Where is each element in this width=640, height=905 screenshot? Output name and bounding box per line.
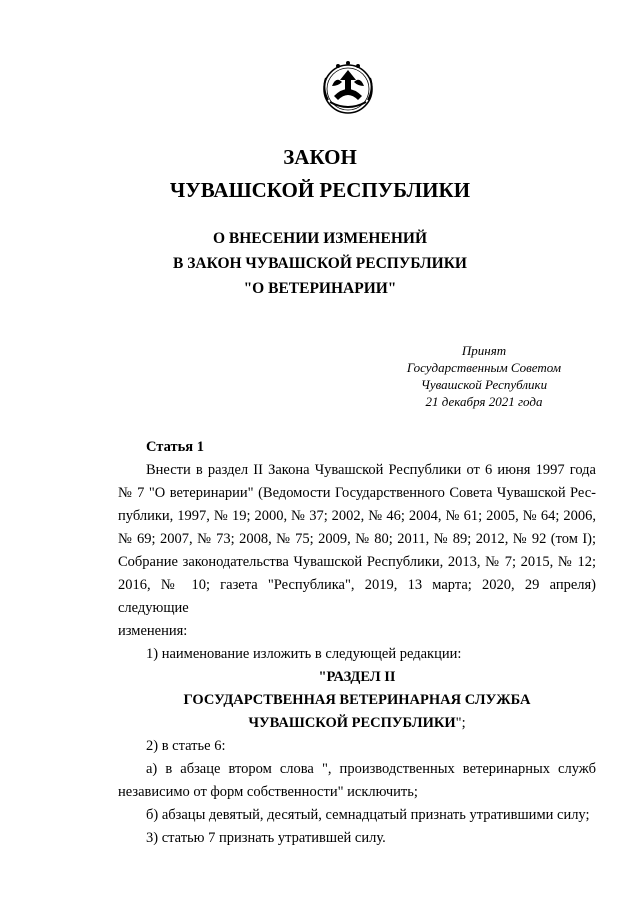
item-3: 3) статью 7 признать утратившей силу. — [146, 830, 386, 846]
adoption-note — [374, 342, 594, 410]
intro-line-2: № 7 "О ветеринарии" (Ведомости Государственного Совета Чувашской Рес- — [118, 485, 596, 501]
item-2b: б) абзацы девятый, десятый, семнадцатый признать утратившими силу; — [146, 807, 590, 823]
item-2a-line1: а) в абзаце втором слова ", производственных ветеринарных служб — [146, 761, 596, 777]
law-subtitle-line2: В ЗАКОН ЧУВАШСКОЙ РЕСПУБЛИКИ — [173, 255, 467, 272]
item-1: 1) наименование изложить в следующей редакции: — [146, 646, 462, 662]
item-2a-line2: независимо от форм собственности" исключить; — [118, 784, 418, 800]
section-title-line3 — [118, 712, 596, 735]
intro-line-7: изменения: — [118, 623, 188, 639]
adoption-date: 21 декабря 2021 года — [425, 394, 543, 409]
intro-line-1: Внести в раздел II Закона Чувашской Республики от 6 июня 1997 года — [146, 462, 596, 478]
section-title-line3-tail: "; — [455, 715, 466, 731]
law-subtitle-line3: "О ВЕТЕРИНАРИИ" — [243, 280, 397, 297]
section-title-line2: ГОСУДАРСТВЕННАЯ ВЕТЕРИНАРНАЯ СЛУЖБА — [183, 692, 531, 708]
adoption-line1: Принят — [461, 343, 507, 358]
intro-line-4: № 69; 2007, № 73; 2008, № 75; 2009, № 80; 2011, № 89; 2012, № 92 (том I); — [118, 531, 596, 547]
coat-of-arms-emblem — [318, 56, 378, 116]
item-2: 2) в статье 6: — [146, 738, 226, 754]
law-title-line1: ЗАКОН — [283, 145, 357, 169]
adoption-line3: Чувашской Республики — [420, 377, 548, 392]
section-title-line1: "РАЗДЕЛ II — [318, 669, 396, 685]
article-heading: Статья 1 — [146, 439, 204, 455]
section-title-line3-bold: ЧУВАШСКОЙ РЕСПУБЛИКИ — [248, 715, 456, 731]
intro-line-5: Собрание законодательства Чувашской Республики, 2013, № 7; 2015, № 12; — [118, 554, 596, 570]
law-title-line2: ЧУВАШСКОЙ РЕСПУБЛИКИ — [169, 178, 471, 202]
intro-line-6: 2016, № 10; газета "Республика", 2019, 13 марта; 2020, 29 апреля) следующие — [118, 577, 596, 616]
adoption-line2: Государственным Советом — [406, 360, 562, 375]
article-body — [118, 436, 596, 850]
intro-line-3: публики, 1997, № 19; 2000, № 37; 2002, № 46; 2004, № 61; 2005, № 64; 2006, — [118, 508, 596, 524]
law-subtitle-line1: О ВНЕСЕНИИ ИЗМЕНЕНИЙ — [212, 230, 427, 247]
